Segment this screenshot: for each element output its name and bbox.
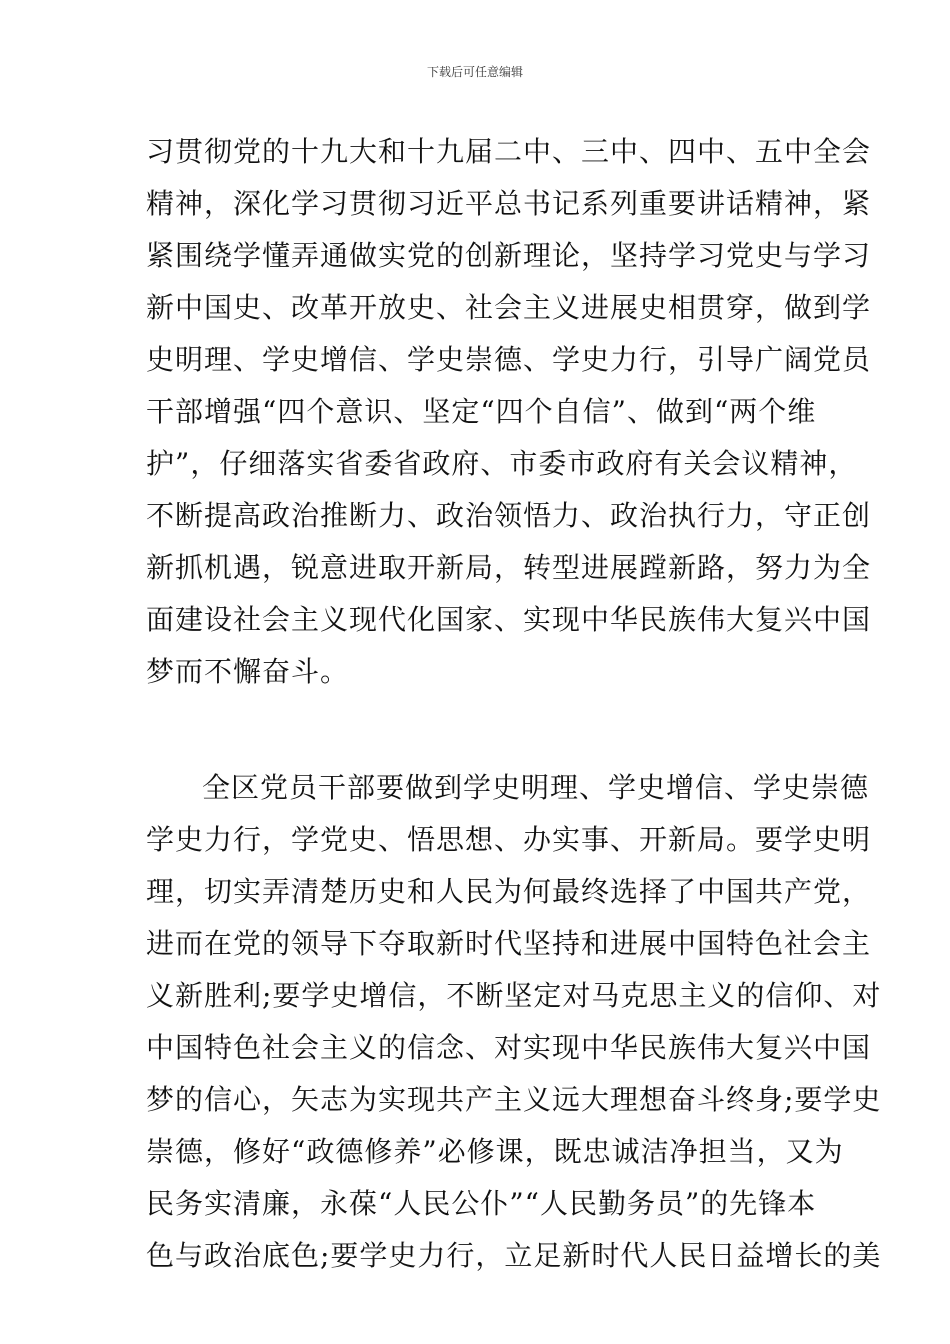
header-note: 下载后可任意编辑 xyxy=(426,65,523,79)
text-line: 民务实清廉，永葆“人民公仆”“人民勤务员”的先锋本 xyxy=(146,1187,817,1220)
text-line: 史明理、学史增信、学史崇德、学史力行，引导广阔党员 xyxy=(146,343,872,376)
text-line: 新抓机遇，锐意进取开新局，转型进展蹚新路，努力为全 xyxy=(146,551,872,584)
paragraph-2 xyxy=(146,762,882,1282)
paragraph-spacer xyxy=(146,698,806,762)
text-line: 学史力行，学党史、悟思想、办实事、开新局。要学史明 xyxy=(146,823,872,856)
text-line: 进而在党的领导下夺取新时代坚持和进展中国特色社会主 xyxy=(146,927,872,960)
text-line: 新中国史、改革开放史、社会主义进展史相贯穿，做到学 xyxy=(146,291,872,324)
paragraph-1 xyxy=(146,126,872,698)
text-line: 理，切实弄清楚历史和人民为何最终选择了中国共产党， xyxy=(146,875,872,908)
text-line: 梦而不懈奋斗。 xyxy=(146,655,350,688)
text-line: 全区党员干部要做到学史明理、学史增信、学史崇德 xyxy=(202,771,870,804)
body-text xyxy=(146,126,882,1282)
text-line: 梦的信心，矢志为实现共产主义远大理想奋斗终身;要学史 xyxy=(146,1083,882,1116)
text-line: 面建设社会主义现代化国家、实现中华民族伟大复兴中国 xyxy=(146,603,872,636)
text-line: 义新胜利;要学史增信，不断坚定对马克思主义的信仰、对 xyxy=(146,979,882,1012)
text-line: 色与政治底色;要学史力行，立足新时代人民日益增长的美 xyxy=(146,1239,882,1272)
text-line: 不断提高政治推断力、政治领悟力、政治执行力，守正创 xyxy=(146,499,872,532)
text-line: 紧围绕学懂弄通做实党的创新理论，坚持学习党史与学习 xyxy=(146,239,872,272)
text-line: 精神，深化学习贯彻习近平总书记系列重要讲话精神，紧 xyxy=(146,187,872,220)
text-line: 护”，仔细落实省委省政府、市委市政府有关会议精神， xyxy=(146,447,858,480)
text-line: 中国特色社会主义的信念、对实现中华民族伟大复兴中国 xyxy=(146,1031,872,1064)
text-line: 习贯彻党的十九大和十九届二中、三中、四中、五中全会 xyxy=(146,135,872,168)
text-line: 崇德，修好“政德修养”必修课，既忠诚洁净担当，又为 xyxy=(146,1135,844,1168)
text-line: 干部增强“四个意识、坚定“四个自信”、做到“两个维 xyxy=(146,395,817,428)
